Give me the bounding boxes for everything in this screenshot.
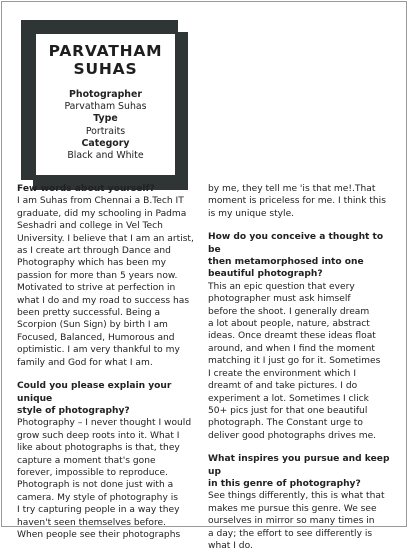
category-label: Category xyxy=(81,137,130,149)
right-column xyxy=(208,183,396,552)
answer-3: This an epic question that every photographer must ask himself before the shoot. I generally dream a lot about people, nature, abstract ideas. Once dreamt these ideas float around, and when I find the moment matching it I just go for it. Sometimes I create the environment which I dreamt of and take pictures. I do experiment a lot. Sometimes I click 50+ pics just for that one beautiful photograph. The Constant urge to deliver good photographs drives me. xyxy=(208,281,381,441)
question-1: Few words about yourself? xyxy=(17,184,155,194)
answer-2: Photography – I never thought I would grow such deep roots into it. What I like about photographs is that, they capture a moment that's gone forever, impossible to reproduce. Photograph is not done just with a camera. My style of photography is I try capturing people in a way they haven't seen themselves before. When people see their photographs xyxy=(17,418,192,540)
type-value: Portraits xyxy=(85,125,126,137)
title-line-2: SUHAS xyxy=(73,60,138,78)
photographer-value: Parvatham Suhas xyxy=(64,101,147,113)
page-title xyxy=(36,42,175,78)
question-2: Could you please explain your unique style of photography? xyxy=(17,381,172,416)
frame-notch xyxy=(178,20,188,32)
left-column xyxy=(17,183,204,541)
title-line-1: PARVATHAM xyxy=(48,42,163,60)
question-3: How do you conceive a thought to be then metamorphosed into one beautiful photograph? xyxy=(208,232,384,280)
category-value: Black and White xyxy=(67,150,144,162)
type-label: Type xyxy=(93,113,118,125)
answer-4: See things differently, this is what that makes me pursue this genre. We see ourselves in mirror so many times in a day; the effort to see differently is what I do. xyxy=(208,491,385,551)
answer-2-continued: by me, they tell me 'is that me!.That moment is priceless for me. I think this is my unique style. xyxy=(208,184,386,219)
photographer-label: Photographer xyxy=(69,89,142,100)
question-4: What inspires you pursue and keep up in this genre of photography? xyxy=(208,454,390,489)
answer-1: I am Suhas from Chennai a B.Tech IT graduate, did my schooling in Padma Seshadri and college in Vel Tech University. I believe that I am an artist, as I create art through Dance and Photography which has been my passion for more than 5 years now. Motivated to strive at perfection in what I do and my road to success has been pretty successful. Being a Scorpion (Sun Sign) by birth I am Focused, Balanced, Humorous and optimistic. I am very thankful to my family and God for what I am. xyxy=(17,196,194,368)
profile-meta xyxy=(36,89,175,162)
